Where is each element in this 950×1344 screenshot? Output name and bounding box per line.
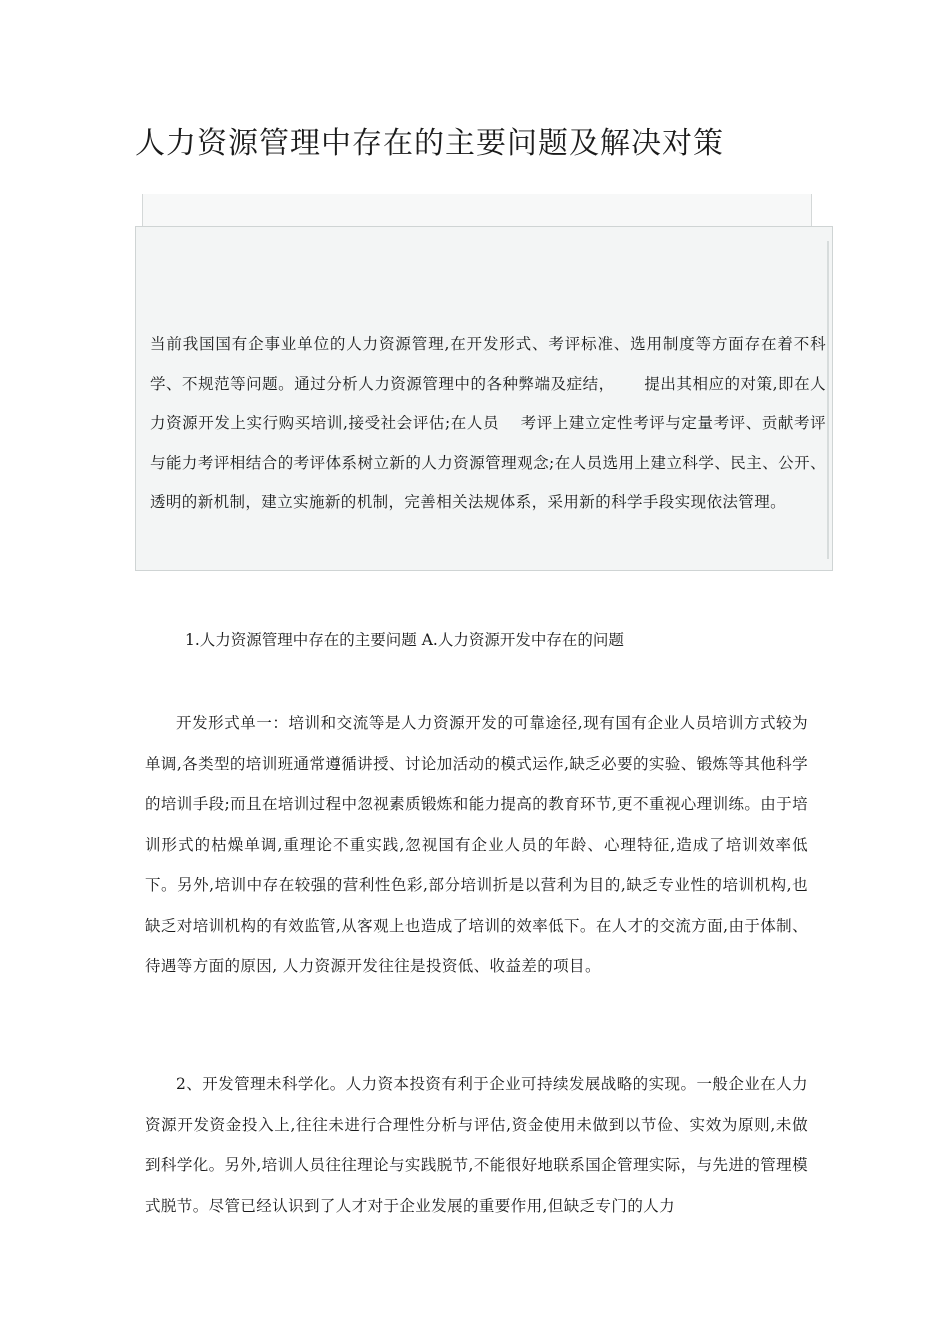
page-title: 人力资源管理中存在的主要问题及解决对策 bbox=[135, 126, 724, 161]
section-heading: 1.人力资源管理中存在的主要问题 A.人力资源开发中存在的问题 bbox=[185, 631, 624, 649]
body-paragraph-2: 2、开发管理未科学化。人力资本投资有利于企业可持续发展战略的实现。一般企业在人力资源开发资金投入上,往往未进行合理性分析与评估,资金使用未做到以节俭、实效为原则,未做到科学化。另外,培训人员往往理论与实践脱节,不能很好地联系国企管理实际，与先进的管理模式脱节。尽管已经认识到了人才对于企业发展的重要作用,但缺乏专门的人力 bbox=[145, 1075, 808, 1215]
body-paragraph-1: 开发形式单一：培训和交流等是人力资源开发的可靠途径,现有国有企业人员培训方式较为单调,各类型的培训班通常遵循讲授、讨论加活动的模式运作,缺乏必要的实验、锻炼等其他科学的培训手段;而且在培训过程中忽视素质锻炼和能力提高的教育环节,更不重视心理训练。由于培训形式的枯燥单调,重理论不重实践,忽视国有企业人员的年龄、心理特征,造成了培训效率低下。另外,培训中存在较强的营利性色彩,部分培训折是以营利为目的,缺乏专业性的培训机构,也缺乏对培训机构的有效监管,从客观上也造成了培训的效率低下。在人才的交流方面,由于体制、待遇等方面的原因, 人力资源开发往往是投资低、收益差的项目。 bbox=[145, 714, 808, 975]
abstract-text: 当前我国国有企事业单位的人力资源管理,在开发形式、考评标准、选用制度等方面存在着不科学、不规范等问题。通过分析人力资源管理中的各种弊端及症结， 提出其相应的对策,即在人力资源开发上实行购买培训,接受社会评估;在人员 考评上建立定性考评与定量考评、贡献考评与能力考评相结合的考评体系树立新的人力资源管理观念;在人员选用上建立科学、民主、公开、透明的新机制，建立实施新的机制，完善相关法规体系，采用新的科学手段实现依法管理。 bbox=[150, 335, 826, 511]
abstract-box-rule bbox=[827, 241, 829, 559]
abstract-box-header bbox=[142, 194, 812, 226]
abstract-box bbox=[135, 226, 833, 571]
